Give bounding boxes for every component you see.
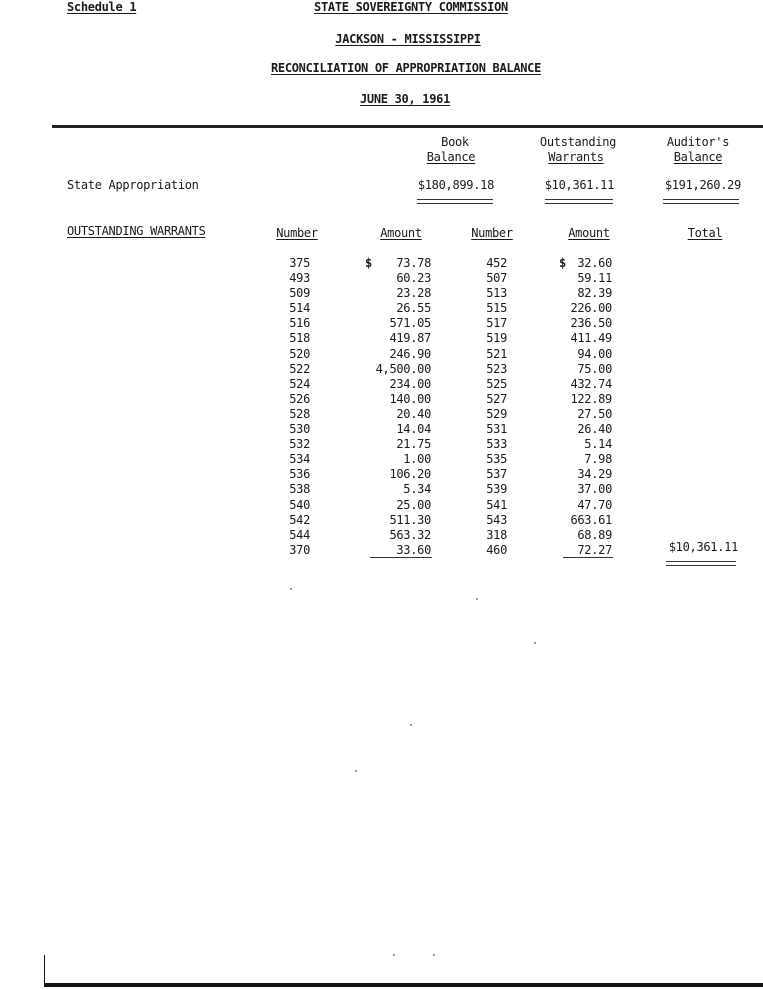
auditor-header-line1: Auditor's	[666, 135, 730, 149]
warrant-amount: 59.11	[577, 271, 612, 286]
warrant-amount: 72.27	[577, 542, 612, 557]
warrant-number: 520	[289, 346, 310, 361]
outstanding-double-rule	[545, 199, 613, 204]
warrant-number: 460	[486, 542, 507, 557]
warrant-amount: 82.39	[577, 286, 612, 301]
warrant-number: 519	[486, 331, 507, 346]
warrant-amount: 663.61	[570, 512, 612, 527]
page-bottom-edge	[44, 983, 763, 987]
warrant-number: 517	[486, 316, 507, 331]
warrant-amount: 234.00	[389, 376, 431, 391]
warrant-number: 534	[289, 452, 310, 467]
warrant-number: 537	[486, 467, 507, 482]
schedule-label: Schedule 1	[67, 0, 137, 14]
warrant-amount: 20.40	[396, 406, 431, 421]
page-edge-tick	[44, 955, 45, 985]
book-header-line2: Balance	[426, 150, 476, 164]
warrant-amount: 21.75	[396, 437, 431, 452]
warrant-number: 525	[486, 376, 507, 391]
warrant-amount: 236.50	[570, 316, 612, 331]
warrant-amount: 4,500.00	[375, 361, 431, 376]
amount1-dollar-sign: $	[365, 256, 372, 270]
scan-speck	[290, 588, 292, 590]
scan-speck	[433, 954, 435, 956]
amount-header-1: Amount	[380, 226, 422, 240]
warrant-number: 318	[486, 527, 507, 542]
warrant-number: 530	[289, 422, 310, 437]
warrant-amount: 34.29	[577, 467, 612, 482]
warrant-amount: 571.05	[389, 316, 431, 331]
appropriation-book-balance: $180,899.18	[417, 178, 494, 192]
appropriation-outstanding: $10,361.11	[544, 178, 614, 192]
book-header-line1: Book	[441, 135, 469, 149]
warrant-amount-column-2	[555, 256, 612, 558]
scan-speck	[393, 954, 395, 956]
warrant-number: 370	[289, 542, 310, 557]
warrant-amount: 7.98	[584, 452, 612, 467]
warrant-number: 536	[289, 467, 310, 482]
report-title: RECONCILIATION OF APPROPRIATION BALANCE	[270, 61, 542, 75]
number-header-2: Number	[471, 226, 513, 240]
warrant-number: 523	[486, 361, 507, 376]
warrant-amount: 60.23	[396, 271, 431, 286]
warrant-number: 524	[289, 376, 310, 391]
warrant-number: 538	[289, 482, 310, 497]
warrant-amount: 1.00	[403, 452, 431, 467]
header-rule	[52, 125, 763, 128]
warrant-number-column-1	[276, 256, 310, 558]
warrant-amount: 432.74	[570, 376, 612, 391]
auditor-double-rule	[663, 199, 739, 204]
warrant-number: 521	[486, 346, 507, 361]
warrant-amount: 122.89	[570, 391, 612, 406]
amount2-dollar-sign: $	[559, 256, 566, 270]
warrant-number: 544	[289, 527, 310, 542]
warrant-amount: 47.70	[577, 497, 612, 512]
warrant-amount: 75.00	[577, 361, 612, 376]
auditor-header-line2: Balance	[673, 150, 723, 164]
warrant-number: 528	[289, 406, 310, 421]
warrant-number: 527	[486, 391, 507, 406]
warrant-number: 516	[289, 316, 310, 331]
warrant-number: 375	[289, 256, 310, 270]
scan-speck	[534, 642, 536, 644]
number-header-1: Number	[276, 226, 318, 240]
amount1-total-rule	[370, 557, 432, 558]
appropriation-auditor-balance: $191,260.29	[664, 178, 741, 192]
warrant-amount: 32.60	[577, 256, 612, 270]
warrant-number: 533	[486, 437, 507, 452]
warrant-amount: 106.20	[389, 467, 431, 482]
warrant-number: 515	[486, 301, 507, 316]
warrant-number: 526	[289, 391, 310, 406]
warrant-amount: 33.60	[396, 542, 431, 557]
warrant-amount: 68.89	[577, 527, 612, 542]
outstanding-warrants-label: OUTSTANDING WARRANTS	[67, 224, 206, 238]
warrant-number: 541	[486, 497, 507, 512]
warrant-amount: 14.04	[396, 422, 431, 437]
warrant-number: 539	[486, 482, 507, 497]
warrant-amount: 94.00	[577, 346, 612, 361]
warrants-total: $10,361.11	[668, 540, 738, 554]
warrant-number-column-2	[474, 256, 507, 558]
warrant-amount-column-1	[360, 256, 431, 558]
scan-speck	[410, 724, 412, 726]
warrant-number: 529	[486, 406, 507, 421]
warrant-amount: 25.00	[396, 497, 431, 512]
warrant-amount: 511.30	[389, 512, 431, 527]
warrant-amount: 26.40	[577, 422, 612, 437]
warrant-number: 522	[289, 361, 310, 376]
warrant-amount: 563.32	[389, 527, 431, 542]
warrant-amount: 411.49	[570, 331, 612, 346]
warrant-number: 543	[486, 512, 507, 527]
warrant-amount: 140.00	[389, 391, 431, 406]
warrant-amount: 73.78	[396, 256, 431, 270]
warrant-amount: 27.50	[577, 406, 612, 421]
warrant-amount: 23.28	[396, 286, 431, 301]
total-double-rule	[666, 561, 736, 566]
appropriation-label: State Appropriation	[67, 178, 199, 192]
warrant-number: 493	[289, 271, 310, 286]
warrant-number: 540	[289, 497, 310, 512]
warrant-amount: 226.00	[570, 301, 612, 316]
warrant-amount: 37.00	[577, 482, 612, 497]
warrant-number: 535	[486, 452, 507, 467]
amount2-total-rule	[563, 557, 613, 558]
commission-title: STATE SOVEREIGNTY COMMISSION	[314, 0, 508, 14]
outstanding-header-line2: Warrants	[548, 150, 604, 164]
outstanding-header-line1: Outstanding	[539, 135, 617, 149]
warrant-amount: 419.87	[389, 331, 431, 346]
report-date: JUNE 30, 1961	[359, 92, 451, 106]
book-double-rule	[417, 199, 493, 204]
amount-header-2: Amount	[568, 226, 610, 240]
location-title: JACKSON - MISSISSIPPI	[335, 32, 481, 46]
scan-speck	[355, 770, 357, 772]
warrant-number: 542	[289, 512, 310, 527]
warrant-amount: 246.90	[389, 346, 431, 361]
warrant-number: 452	[486, 256, 507, 270]
warrant-number: 514	[289, 301, 310, 316]
warrant-amount: 26.55	[396, 301, 431, 316]
warrant-number: 513	[486, 286, 507, 301]
warrant-number: 509	[289, 286, 310, 301]
scan-speck	[476, 598, 478, 600]
warrant-number: 531	[486, 422, 507, 437]
warrant-number: 518	[289, 331, 310, 346]
warrant-amount: 5.14	[584, 437, 612, 452]
total-header: Total	[687, 226, 723, 240]
warrant-number: 532	[289, 437, 310, 452]
warrant-amount: 5.34	[403, 482, 431, 497]
warrant-number: 507	[486, 271, 507, 286]
